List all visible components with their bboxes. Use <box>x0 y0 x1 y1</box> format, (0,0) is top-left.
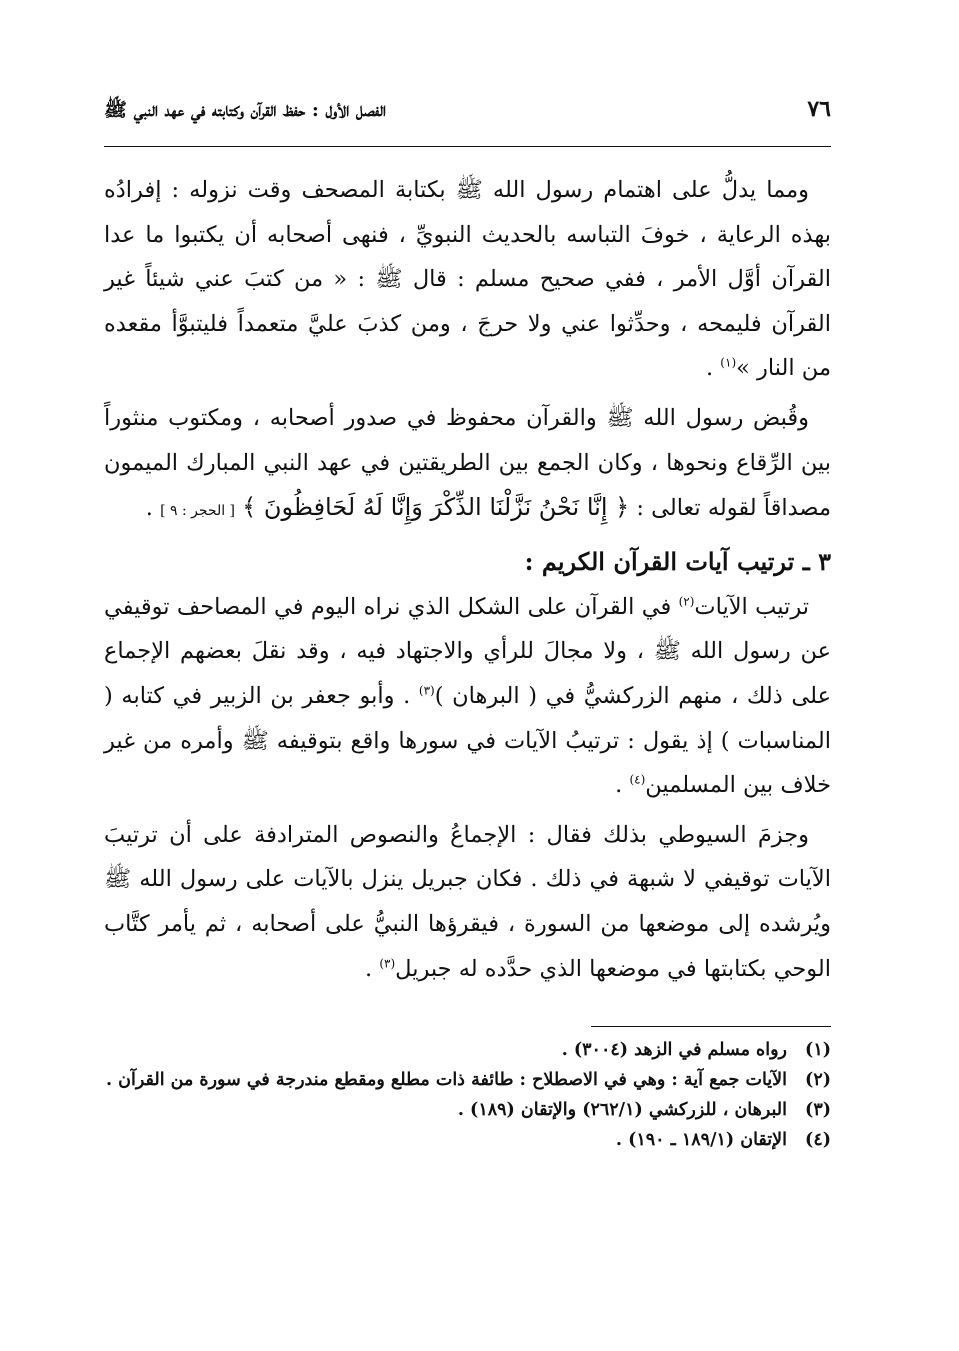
paragraph-text: . <box>145 495 161 522</box>
footnote-item <box>104 1126 831 1155</box>
footnote-marker: (٢) <box>678 594 695 609</box>
quran-verse: ﴿ إِنَّا نَحْنُ نَزَّلْنَا الذِّكْرَ وَإِنَّا لَهُ لَحَافِظُونَ ﴾ <box>242 493 630 522</box>
footnote-marker: (٣) <box>418 683 435 698</box>
footnote-marker: (٤) <box>629 772 646 787</box>
paragraph-text: . <box>615 772 630 799</box>
footnote-number: (١) <box>805 1040 831 1060</box>
footnotes <box>104 1036 831 1156</box>
footnote-number: (٤) <box>805 1130 831 1150</box>
page-number: ٧٦ <box>807 96 831 122</box>
running-header <box>104 94 831 136</box>
section-heading: ٣ ـ ترتيب آيات القرآن الكريم : <box>524 546 831 576</box>
footnote-item <box>104 1036 831 1065</box>
footnote-number: (٢) <box>805 1070 831 1090</box>
footnote-item <box>104 1066 831 1095</box>
main-text <box>104 168 831 996</box>
paragraph-text: وجزمَ السيوطي بذلك فقال : الإجماعُ والنصوص المترادفة على أن ترتيبَ الآيات توقيفي لا شبهة في ذلك . فكان جبريل ينزل بالآيات على رسول الله ﷺ ويُرشده إلى موضعها من السورة ، فيقرؤها النبيُّ على أصحابه ، ثم يأمر كتَّاب الوحي بكتابتها في موضعها الذي حدَّده له جبريل <box>104 821 831 982</box>
paragraph-text: . <box>705 355 721 382</box>
footnote-divider <box>591 1026 831 1027</box>
paragraph-text: ترتيب الآيات <box>694 593 809 620</box>
footnote-text: الإتقان (١٨٩/١ ـ ١٩٠) . <box>615 1130 787 1150</box>
verse-reference: [ الحجر : ٩ ] <box>160 503 236 520</box>
paragraph-text: وقُبض رسول الله ﷺ والقرآن محفوظ في صدور أصحابه ، ومكتوب منثوراً بين الرِّقاع ونحوها ، وكان الجمع بين الطريقتين في عهد النبي المبارك الميمون مصداقاً لقوله تعالى : <box>104 404 831 522</box>
chapter-title: الفصل الأول : حفظ القرآن وكتابته في عهد النبي ﷺ <box>104 99 387 121</box>
paragraph-text: . <box>365 955 380 982</box>
paragraph-text: في القرآن على الشكل الذي نراه اليوم في المصاحف توقيفي عن رسول الله ﷺ ، ولا مجالَ للرأي والاجتهاد فيه ، وقد نقلَ بعضهم الإجماع على ذلك ، منهم الزركشيُّ في ( البرهان ) <box>104 593 831 709</box>
paragraph-2 <box>104 396 831 534</box>
footnote-text: البرهان ، للزركشي (٢٦٢/١) والإتقان (١٨٩) . <box>457 1100 787 1120</box>
footnote-marker: (١) <box>720 355 737 370</box>
footnote-number: (٣) <box>805 1100 831 1120</box>
paragraph-text: . وأبو جعفر بن الزبير في كتابه ( المناسبات ) إذ يقول : ترتيبُ الآيات في سورها واقع بتوقيفه ﷺ وأمره من غير خلاف بين المسلمين <box>104 682 831 799</box>
header-divider <box>104 146 831 147</box>
paragraph-4 <box>104 813 831 991</box>
footnote-marker: (٣) <box>379 956 396 970</box>
paragraph-text: ومما يدلُّ على اهتمام رسول الله ﷺ بكتابة المصحف وقت نزوله : إفرادُه بهذه الرعاية ، خوفَ التباسه بالحديث النبويِّ ، فنهى أصحابه أن يكتبوا ما عدا القرآن أوَّل الأمر ، ففي صحيح مسلم : قال ﷺ : « من كتبَ عني شيئاً غير القرآن فليمحه ، وحدِّثوا عني ولا حرجَ ، ومن كذبَ عليَّ متعمداً فليتبوَّأ مقعده من النار » <box>104 177 831 382</box>
footnote-text: رواه مسلم في الزهد (٣٠٠٤) . <box>561 1040 787 1060</box>
paragraph-1 <box>104 168 831 391</box>
paragraph-3 <box>104 585 831 808</box>
footnote-item <box>104 1096 831 1125</box>
footnote-text: الآيات جمع آية : وهي في الاصطلاح : طائفة ذات مطلع ومقطع مندرجة في سورة من القرآن . <box>105 1070 787 1090</box>
